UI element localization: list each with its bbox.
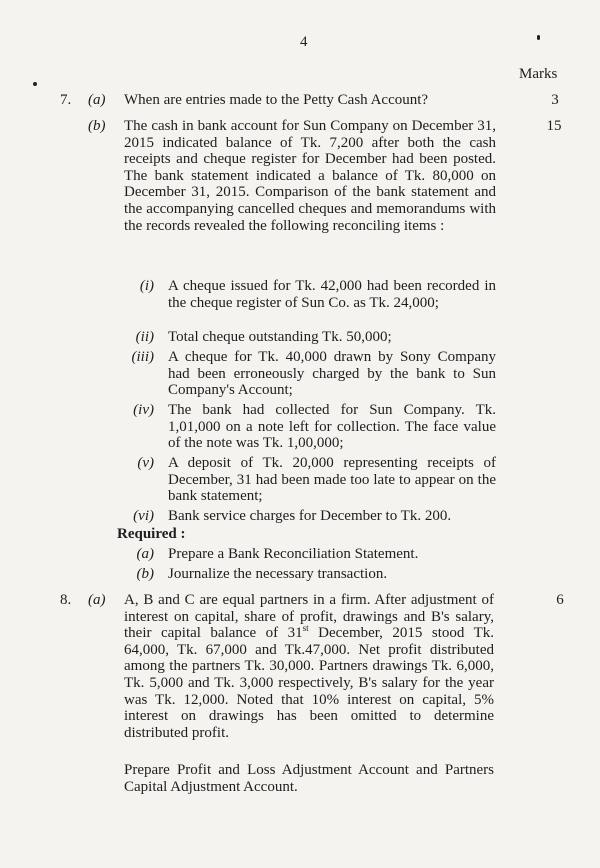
required-heading: Required : — [117, 526, 186, 542]
q7b-item — [124, 508, 496, 524]
page-mark-dot — [33, 82, 37, 86]
required-item-text: Journalize the necessary transaction. — [168, 566, 388, 582]
q7b-label: (b) — [88, 118, 106, 134]
q7b-item — [124, 402, 496, 452]
q8a-instruction: Prepare Profit and Loss Adjustment Account and Partners Capital Adjustment Account. — [124, 762, 494, 795]
q8a-text-part1: A, B and C are equal partners in a firm. After adjustment of interest on capital, share of profit, drawings and B's salary, their capital balance of 31 — [124, 592, 494, 642]
q8a-label: (a) — [88, 592, 106, 608]
required-item-text: Prepare a Bank Reconciliation Statement. — [168, 546, 419, 562]
q7a-text: When are entries made to the Petty Cash Account? — [124, 92, 429, 108]
q7b-item-text: Bank service charges for December to Tk. 200. — [168, 508, 452, 524]
q7b-item-label: (v) — [137, 455, 154, 471]
required-item — [124, 546, 496, 562]
q7b-item — [124, 455, 496, 505]
q7b-item — [124, 349, 496, 399]
required-item — [124, 566, 496, 582]
q7a-label: (a) — [88, 92, 106, 108]
question-8-number: 8. — [60, 592, 72, 608]
q7b-item-label: (i) — [139, 278, 154, 294]
q8a-ordinal-suffix: st — [302, 623, 309, 634]
required-item-label: (b) — [136, 566, 154, 582]
q7b-item — [124, 278, 496, 311]
marks-header: Marks — [519, 66, 558, 82]
q7b-item-label: (ii) — [135, 329, 154, 345]
page-number: 4 — [300, 34, 308, 50]
page-mark-dot — [537, 35, 540, 40]
q8a-text — [124, 592, 494, 741]
question-7-number: 7. — [60, 92, 72, 108]
q7b-intro: The cash in bank account for Sun Company on December 31, 2015 indicated balance of Tk. 7,200 after both the cash receipts and cheque register for December had been posted. The bank statement indicated a balance of Tk. 80,000 on December 31, 2015. Comparison of the bank statement and the accompanying cancelled cheques and memorandums with the records revealed the following reconciling items : — [124, 118, 496, 234]
q7b-item — [124, 329, 496, 345]
q7a-marks: 3 — [551, 92, 559, 108]
q8a-marks: 6 — [556, 592, 564, 608]
q7b-item-label: (iii) — [131, 349, 154, 365]
q7b-item-label: (vi) — [133, 508, 154, 524]
q7b-item-text: A cheque issued for Tk. 42,000 had been recorded in the cheque register of Sun Co. as Tk. 24,000; — [168, 278, 496, 311]
q7b-item-text: The bank had collected for Sun Company. Tk. 1,01,000 on a note left for collection. The face value of the note was Tk. 1,00,000; — [168, 402, 496, 452]
q7b-item-text: A cheque for Tk. 40,000 drawn by Sony Company had been erroneously charged by the bank to Sun Company's Account; — [168, 349, 496, 399]
q8a-text-part2: December, 2015 stood Tk. 64,000, Tk. 67,000 and Tk.47,000. Net profit distributed among the partners Tk. 30,000. Partners drawings Tk. 6,000, Tk. 5,000 and Tk. 3,000 respectively, B's salary for the year was Tk. 12,000. Noted that 10% interest on capital, 5% interest on drawings has been omitted to determine distributed profit. — [124, 625, 494, 741]
q7b-item-text: Total cheque outstanding Tk. 50,000; — [168, 329, 392, 345]
q7b-item-label: (iv) — [133, 402, 154, 418]
q7b-marks: 15 — [546, 118, 562, 134]
q7b-item-text: A deposit of Tk. 20,000 representing receipts of December, 31 had been made too late to appear on the bank statement; — [168, 455, 496, 505]
required-item-label: (a) — [136, 546, 154, 562]
